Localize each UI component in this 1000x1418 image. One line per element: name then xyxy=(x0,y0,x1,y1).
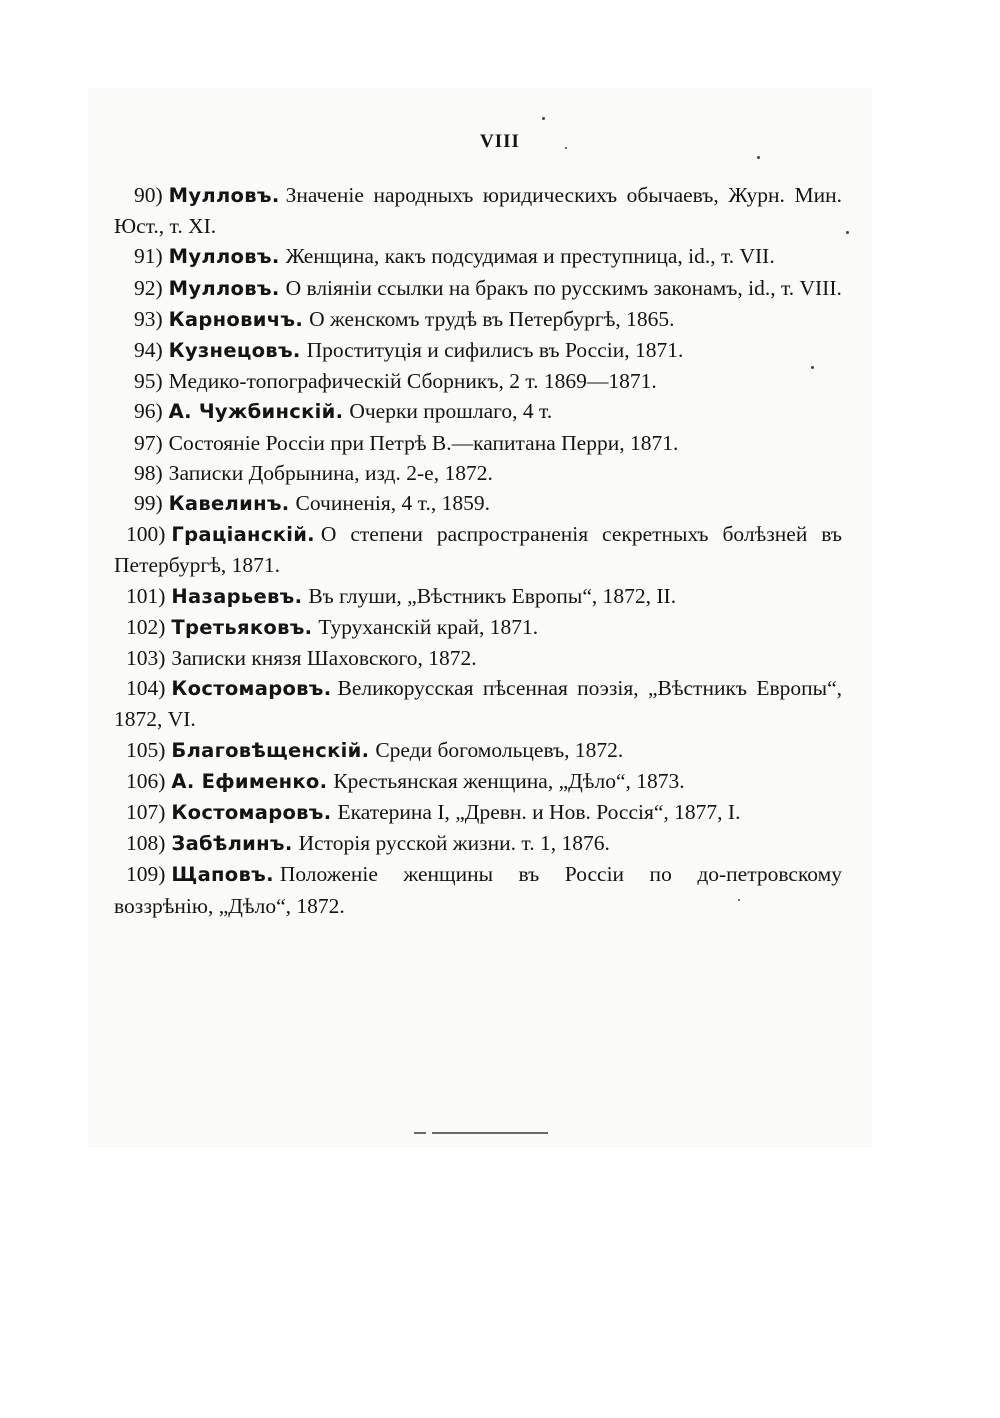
bibliography-entry xyxy=(114,643,842,673)
bibliography-entry xyxy=(114,859,842,920)
entry-number: 90) xyxy=(134,183,163,207)
entry-author: Карновичъ. xyxy=(168,307,304,331)
bibliography-entry xyxy=(114,488,842,519)
entry-text: О степени распространенія секретныхъ болѣзней въ Петербургѣ, 1871. xyxy=(114,522,842,578)
entry-author: Мулловъ. xyxy=(168,276,280,300)
entry-number: 108) xyxy=(126,831,166,856)
bibliography-entry xyxy=(114,735,842,766)
bibliography-entry xyxy=(114,797,842,828)
bibliography-list xyxy=(114,180,842,921)
bibliography-entry xyxy=(114,612,842,643)
entry-number: 102) xyxy=(126,614,166,639)
entry-number: 104) xyxy=(126,676,166,701)
bibliography-entry xyxy=(114,180,842,241)
entry-author: А. Чужбинскій. xyxy=(168,400,344,424)
entry-number: 91) xyxy=(134,244,163,269)
entry-author: Костомаровъ. xyxy=(171,677,332,701)
end-rule xyxy=(432,1132,548,1134)
entry-number: 94) xyxy=(134,338,163,363)
entry-text: О вліяніи ссылки на бракъ по русскимъ законамъ, id., т. VIII. xyxy=(285,275,842,300)
entry-author: Мулловъ. xyxy=(168,245,280,269)
scan-speck xyxy=(846,231,849,234)
entry-author: Мулловъ. xyxy=(168,184,280,207)
entry-number: 97) xyxy=(134,430,163,455)
entry-text: Медико-топографическій Сборникъ, 2 т. 1869—1871. xyxy=(168,369,657,394)
scan-speck xyxy=(811,366,814,369)
entry-text: Очерки прошлаго, 4 т. xyxy=(349,399,553,424)
entry-author: Третьяковъ. xyxy=(171,615,313,639)
entry-number: 95) xyxy=(134,369,163,394)
entry-author: Забѣлинъ. xyxy=(171,832,293,856)
entry-author: Благовѣщенскій. xyxy=(171,738,370,762)
bibliography-entry xyxy=(114,766,842,797)
entry-number: 98) xyxy=(134,460,163,485)
scan-speck xyxy=(757,156,760,159)
entry-number: 100) xyxy=(126,522,166,547)
entry-text: Въ глуши, „Вѣстникъ Европы“, 1872, II. xyxy=(308,583,677,608)
entry-text: Екатерина I, „Древн. и Нов. Россія“, 1877, I. xyxy=(337,800,741,825)
bibliography-entry xyxy=(114,828,842,859)
bibliography-entry xyxy=(114,273,842,304)
bibliography-entry xyxy=(114,519,842,580)
entry-text: О женскомъ трудѣ въ Петербургѣ, 1865. xyxy=(309,306,675,331)
bibliography-entry xyxy=(114,428,842,458)
entry-number: 105) xyxy=(126,737,166,762)
entry-text: Проституція и сифилисъ въ Россіи, 1871. xyxy=(306,338,684,363)
entry-text: Состояніе Россіи при Петрѣ В.—капитана Перри, 1871. xyxy=(168,430,679,455)
entry-number: 101) xyxy=(126,583,166,608)
entry-text: Великорусская пѣсенная поэзія, „Вѣстникъ Европы“, 1872, VI. xyxy=(114,676,842,732)
entry-author: А. Ефименко. xyxy=(171,769,328,793)
entry-number: 92) xyxy=(134,275,163,300)
entry-author: Кавелинъ. xyxy=(168,492,290,516)
entry-text: Значеніе народныхъ юридическихъ обычаевъ, Журн. Мин. Юст., т. XI. xyxy=(114,183,842,239)
entry-text: Среди богомольцевъ, 1872. xyxy=(375,737,624,762)
scan-speck xyxy=(738,899,740,901)
entry-text: Туруханскій край, 1871. xyxy=(318,614,539,639)
bibliography-entry xyxy=(114,458,842,488)
entry-text: Сочиненія, 4 т., 1859. xyxy=(295,491,490,516)
entry-number: 99) xyxy=(134,491,163,516)
entry-number: 107) xyxy=(126,800,166,825)
scan-speck xyxy=(542,117,545,120)
entry-text: Исторія русской жизни. т. 1, 1876. xyxy=(298,831,610,856)
end-rule-segment xyxy=(414,1132,426,1134)
bibliography-entry xyxy=(114,396,842,427)
entry-number: 96) xyxy=(134,399,163,424)
bibliography-entry xyxy=(114,335,842,366)
entry-author: Граціанскій. xyxy=(171,523,315,547)
entry-number: 103) xyxy=(126,646,166,671)
entry-number: 106) xyxy=(126,768,166,793)
page-number: VIII xyxy=(480,131,520,152)
entry-number: 93) xyxy=(134,306,163,331)
bibliography-entry xyxy=(114,241,842,272)
entry-text: Записки Добрынина, изд. 2-е, 1872. xyxy=(168,460,493,485)
bibliography-entry xyxy=(114,581,842,612)
entry-text: Положеніе женщины въ Россіи по до-петровскому воззрѣнію, „Дѣло“, 1872. xyxy=(114,862,842,918)
entry-text: Записки князя Шаховского, 1872. xyxy=(171,646,477,671)
bibliography-entry xyxy=(114,366,842,396)
bibliography-entry xyxy=(114,673,842,734)
entry-author: Костомаровъ. xyxy=(171,801,332,825)
scan-speck xyxy=(565,147,567,149)
entry-number: 109) xyxy=(126,862,166,887)
entry-author: Кузнецовъ. xyxy=(168,339,301,363)
entry-author: Назарьевъ. xyxy=(171,584,303,608)
entry-text: Крестьянская женщина, „Дѣло“, 1873. xyxy=(333,768,685,793)
entry-text: Женщина, какъ подсудимая и преступница, id., т. VII. xyxy=(285,244,775,269)
entry-author: Щаповъ. xyxy=(171,863,274,887)
bibliography-entry xyxy=(114,304,842,335)
